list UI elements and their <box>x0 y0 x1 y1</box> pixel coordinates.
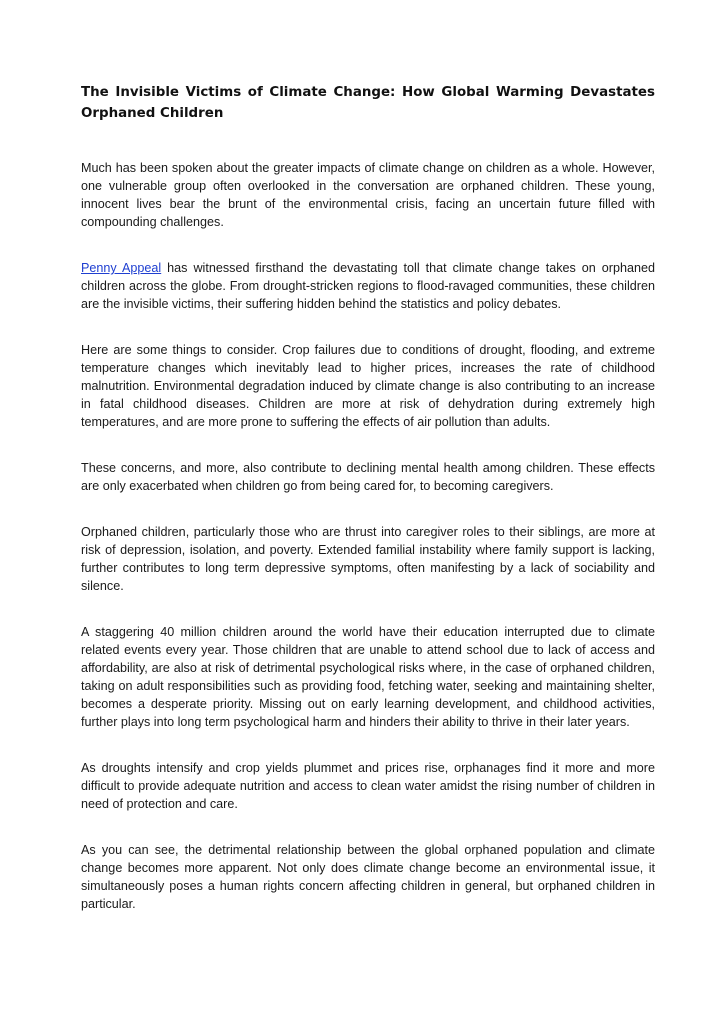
paragraph-mental-health: These concerns, and more, also contribute to declining mental health among children. These effects are only exacerbated when children go from being cared for, to becoming caregivers. <box>81 461 655 493</box>
article-title: The Invisible Victims of Climate Change: How Global Warming Devastates Orphaned Children <box>81 85 655 121</box>
paragraph-penny-appeal-text: has witnessed firsthand the devastating toll that climate change takes on orphaned children across the globe. From drought-stricken regions to flood-ravaged communities, these children are the invisible victims, their suffering hidden behind the statistics and policy debates. <box>81 261 655 311</box>
paragraph-education: A staggering 40 million children around the world have their education interrupted due to climate related events every year. Those children that are unable to attend school due to lack of access and affordability, are also at risk of detrimental psychological risks where, in the case of orphaned children, taking on adult responsibilities such as providing food, fetching water, seeking and maintaining shelter, becomes a desperate priority. Missing out on early learning development, and childhood activities, further plays into long term psychological harm and hinders their ability to thrive in their later years. <box>81 625 655 729</box>
penny-appeal-link[interactable]: Penny Appeal <box>81 261 162 275</box>
paragraph-droughts: As droughts intensify and crop yields plummet and prices rise, orphanages find it more and more difficult to provide adequate nutrition and access to clean water amidst the rising number of children in need of protection and care. <box>81 761 655 811</box>
paragraph-considerations: Here are some things to consider. Crop failures due to conditions of drought, flooding, and extreme temperature changes which inevitably lead to higher prices, increases the rate of childhood malnutrition. Environmental degradation induced by climate change is also contributing to an increase in fatal childhood diseases. Children are more at risk of dehydration during extremely high temperatures, and are more prone to suffering the effects of air pollution than adults. <box>81 343 655 429</box>
paragraph-penny-appeal <box>81 259 655 313</box>
paragraph-conclusion: As you can see, the detrimental relationship between the global orphaned population and climate change becomes more apparent. Not only does climate change become an environmental issue, it simultaneously poses a human rights concern affecting children in general, but orphaned children in particular. <box>81 843 655 911</box>
document-page <box>81 82 655 941</box>
paragraph-caregivers: Orphaned children, particularly those who are thrust into caregiver roles to their siblings, are more at risk of depression, isolation, and poverty. Extended familial instability where family support is lacking, further contributes to long term depressive symptoms, often manifesting by a lack of sociability and silence. <box>81 525 655 593</box>
paragraph-intro: Much has been spoken about the greater impacts of climate change on children as a whole. However, one vulnerable group often overlooked in the conversation are orphaned children. These young, innocent lives bear the brunt of the environmental crisis, facing an uncertain future filled with compounding challenges. <box>81 161 655 229</box>
